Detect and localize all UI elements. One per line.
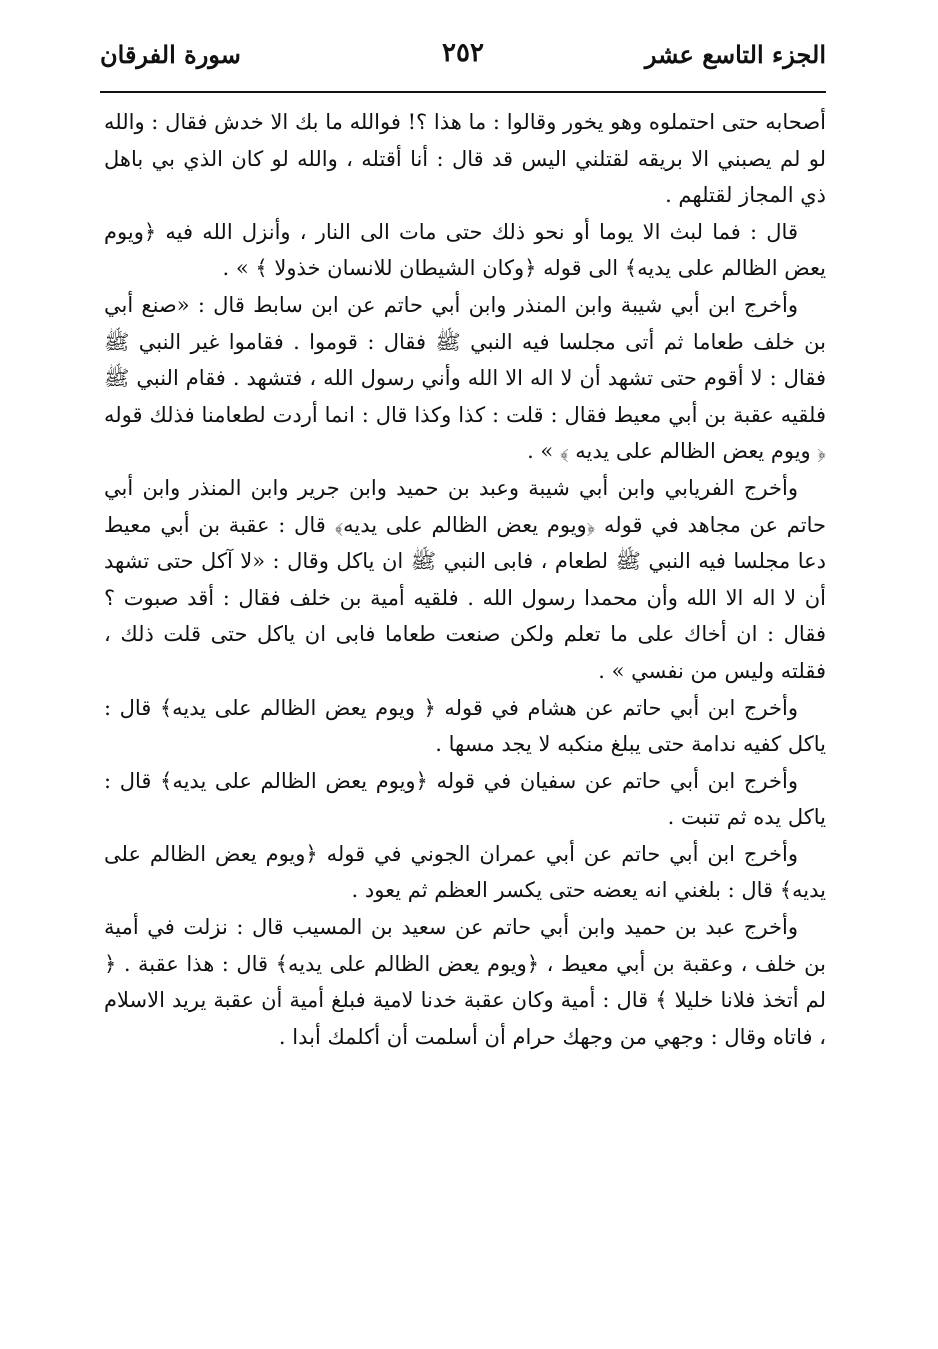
paragraph: وأخرج ابن أبي شيبة وابن المنذر وابن أبي حاتم عن ابن سابط قال : «صنع أبي بن خلف طعاما ثم أتى مجلسا فيه النبي ﷺ فقال : قوموا . فقاموا غير النبي ﷺ فقال : لا أقوم حتى تشهد أن لا اله الا الله وأني رسول الله ، فتشهد . فقام النبي ﷺ فلقيه عقبة بن أبي معيط فقال : قلت : كذا وكذا قال : انما أردت لطعامنا فذلك قوله ﴿ ويوم يعض الظالم على يديه ﴾ » . bbox=[104, 292, 826, 464]
paragraph: أصحابه حتى احتملوه وهو يخور وقالوا : ما هذا ؟! فوالله ما بك الا خدش فقال : والله لو لم يصبني الا بريقه لقتلني اليس قد قال : أنا أقتله ، والله لو كان الذي بي باهل ذي المجاز لقتلهم . bbox=[104, 110, 826, 208]
paragraph: وأخرج ابن أبي حاتم عن أبي عمران الجوني في قوله ﴿ويوم يعض الظالم على يديه﴾ قال : بلغني انه يعضه حتى يكسر العظم ثم يعود . bbox=[104, 841, 826, 903]
paragraph: وأخرج عبد بن حميد وابن أبي حاتم عن سعيد بن المسيب قال : نزلت في أمية بن خلف ، وعقبة بن أبي معيط ، ﴿ويوم يعض الظالم على يديه﴾ قال : هذا عقبة . ﴿ لم أتخذ فلانا خليلا ﴾ قال : أمية وكان عقبة خدنا لامية فبلغ أمية أن عقبة يريد الاسلام ، فاتاه وقال : وجهي من وجهك حرام أن أسلمت أن أكلمك أبدا . bbox=[104, 915, 826, 1049]
surah-title: سورة الفرقان bbox=[100, 40, 241, 69]
page-header bbox=[100, 30, 826, 86]
part-title: الجزء التاسع عشر bbox=[644, 40, 826, 69]
page-number: ٢٥٢ bbox=[442, 38, 484, 68]
paragraph: وأخرج ابن أبي حاتم عن هشام في قوله ﴿ ويوم يعض الظالم على يديه﴾ قال : ياكل كفيه ندامة حتى يبلغ منكبه لا يجد مسها . bbox=[104, 695, 826, 757]
paragraph: قال : فما لبث الا يوما أو نحو ذلك حتى مات الى النار ، وأنزل الله فيه ﴿ويوم يعض الظالم على يديه﴾ الى قوله ﴿وكان الشيطان للانسان خذولا ﴾ » . bbox=[104, 219, 826, 281]
paragraph: وأخرج الفريابي وابن أبي شيبة وعبد بن حميد وابن جرير وابن المنذر وابن أبي حاتم عن مجاهد في قوله ﴿ويوم يعض الظالم على يديه﴾ قال : عقبة بن أبي معيط دعا مجلسا فيه النبي ﷺ لطعام ، فابى النبي ﷺ ان ياكل وقال : «لا آكل حتى تشهد أن لا اله الا الله وأن محمدا رسول الله . فلقيه أمية بن خلف فقال : أقد صبوت ؟ فقال : ان أخاك على ما تعلم ولكن صنعت طعاما فابى ان ياكل حتى قلت ذلك ، فقلته وليس من نفسي » . bbox=[104, 475, 826, 683]
page-body bbox=[104, 104, 826, 1055]
header-rule bbox=[100, 91, 826, 93]
paragraph: وأخرج ابن أبي حاتم عن سفيان في قوله ﴿ويوم يعض الظالم على يديه﴾ قال : ياكل يده ثم تنبت . bbox=[104, 768, 826, 830]
